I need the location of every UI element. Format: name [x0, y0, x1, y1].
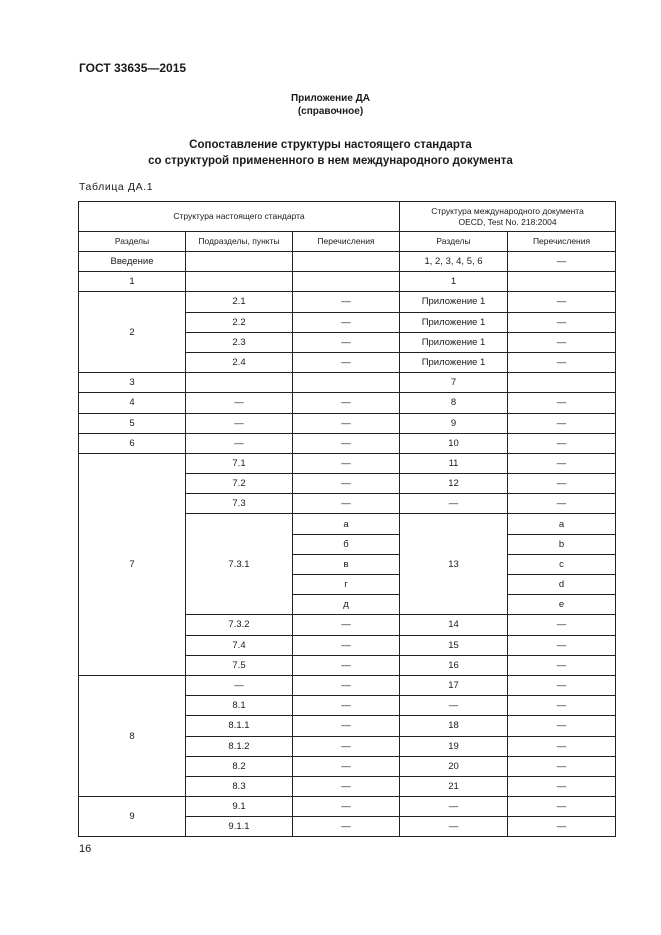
table-cell: —: [293, 776, 400, 796]
table-cell: —: [293, 615, 400, 635]
table-cell: —: [293, 453, 400, 473]
table-cell-section: 7: [79, 453, 186, 675]
table-cell: 19: [400, 736, 508, 756]
table-cell: e: [508, 595, 616, 615]
table-cell: 20: [400, 756, 508, 776]
table-cell: —: [508, 433, 616, 453]
group-header-international: [400, 202, 616, 232]
col-header-sections: Разделы: [79, 232, 186, 252]
table-cell: 7.5: [186, 655, 293, 675]
table-cell: —: [293, 393, 400, 413]
table-row: [79, 373, 616, 393]
group-header-international-line1: Структура международного документа: [431, 205, 584, 216]
table-cell: —: [293, 817, 400, 837]
header-row-columns: [79, 232, 616, 252]
table-cell: 10: [400, 433, 508, 453]
table-cell: —: [186, 433, 293, 453]
table-cell: 2.2: [186, 312, 293, 332]
table-cell: —: [400, 494, 508, 514]
table-cell: d: [508, 575, 616, 595]
table-cell: 7.3.2: [186, 615, 293, 635]
appendix-subtitle: (справочное): [297, 106, 364, 117]
title-line-1: Сопоставление структуры настоящего стандарта: [189, 139, 472, 151]
col-header-intl-sections: Разделы: [400, 232, 508, 252]
table-row: [79, 433, 616, 453]
page-number: 16: [79, 843, 92, 855]
table-cell: 17: [400, 675, 508, 695]
table-cell: —: [508, 756, 616, 776]
table-cell: [186, 272, 293, 292]
table-cell: [508, 272, 616, 292]
table-row: [79, 292, 616, 312]
table-cell: д: [293, 595, 400, 615]
table-cell: —: [508, 817, 616, 837]
table-cell: г: [293, 575, 400, 595]
table-cell: c: [508, 554, 616, 574]
table-cell: 14: [400, 615, 508, 635]
table-cell: —: [508, 615, 616, 635]
table-cell: Введение: [79, 252, 186, 272]
comparison-table: [78, 201, 616, 837]
table-cell: —: [186, 675, 293, 695]
table-cell: 3: [79, 373, 186, 393]
table-cell: 7: [400, 373, 508, 393]
table-row: [79, 272, 616, 292]
table-cell: —: [400, 696, 508, 716]
table-cell-intl-section: 13: [400, 514, 508, 615]
table-row: [79, 252, 616, 272]
table-cell: Приложение 1: [400, 332, 508, 352]
table-cell: 8.1.1: [186, 716, 293, 736]
table-cell: 7.2: [186, 474, 293, 494]
table-cell: 16: [400, 655, 508, 675]
col-header-enumerations: Перечисления: [293, 232, 400, 252]
table-cell: [293, 373, 400, 393]
table-cell: 8.3: [186, 776, 293, 796]
table-cell: —: [293, 797, 400, 817]
table-cell: —: [508, 696, 616, 716]
table-cell: —: [293, 433, 400, 453]
table-cell: —: [400, 797, 508, 817]
table-cell: —: [293, 332, 400, 352]
table-row: [79, 675, 616, 695]
table-cell: —: [508, 797, 616, 817]
table-cell: —: [293, 292, 400, 312]
table-cell: —: [186, 393, 293, 413]
table-cell: —: [508, 635, 616, 655]
table-cell: —: [400, 817, 508, 837]
table-cell: [186, 252, 293, 272]
table-cell: 11: [400, 453, 508, 473]
table-cell: —: [508, 292, 616, 312]
table-cell: —: [508, 736, 616, 756]
table-cell: —: [508, 474, 616, 494]
document-title: [0, 137, 661, 169]
table-cell: [186, 373, 293, 393]
table-cell: —: [293, 655, 400, 675]
table-cell: Приложение 1: [400, 292, 508, 312]
table-caption: Таблица ДА.1: [79, 181, 154, 193]
table-cell: 8.2: [186, 756, 293, 776]
table-cell: 7.3: [186, 494, 293, 514]
table-cell: —: [508, 332, 616, 352]
table-cell: —: [293, 736, 400, 756]
table-cell: —: [293, 696, 400, 716]
table-cell-section: 9: [79, 797, 186, 837]
table-cell: —: [293, 494, 400, 514]
table-cell: —: [293, 474, 400, 494]
appendix-title: Приложение ДА: [290, 93, 371, 104]
table-cell: —: [293, 716, 400, 736]
table-cell-section: 8: [79, 675, 186, 796]
table-cell: —: [508, 413, 616, 433]
col-header-intl-enumerations: Перечисления: [508, 232, 616, 252]
table-cell: b: [508, 534, 616, 554]
table-cell: 8: [400, 393, 508, 413]
table-cell: Приложение 1: [400, 312, 508, 332]
table-cell: а: [293, 514, 400, 534]
table-cell: [508, 373, 616, 393]
table-cell: 7.1: [186, 453, 293, 473]
table-cell: —: [293, 756, 400, 776]
table-row: [79, 797, 616, 817]
table-cell: 18: [400, 716, 508, 736]
table-cell: —: [508, 312, 616, 332]
table-row: [79, 393, 616, 413]
table-row: [79, 453, 616, 473]
group-header-international-line2: OECD, Test No. 218:2004: [458, 216, 557, 227]
table-cell: 21: [400, 776, 508, 796]
table-cell: 8.1: [186, 696, 293, 716]
table-cell: 4: [79, 393, 186, 413]
col-header-subsections: Подразделы, пункты: [186, 232, 293, 252]
table-cell: —: [293, 413, 400, 433]
header-row-group: [79, 202, 616, 232]
table-cell: 7.4: [186, 635, 293, 655]
title-line-2: со структурой примененного в нем международного документа: [148, 155, 513, 167]
table-cell: —: [293, 312, 400, 332]
document-id: ГОСТ 33635—2015: [79, 61, 187, 75]
table-cell: в: [293, 554, 400, 574]
table-cell: —: [508, 352, 616, 372]
table-cell: 9: [400, 413, 508, 433]
table-row: [79, 413, 616, 433]
table-cell: [293, 252, 400, 272]
appendix-heading: [0, 92, 661, 118]
table-cell: б: [293, 534, 400, 554]
table-cell: —: [186, 413, 293, 433]
table-cell: —: [508, 655, 616, 675]
table-cell: [293, 272, 400, 292]
table-cell-section: 2: [79, 292, 186, 373]
table-cell: 5: [79, 413, 186, 433]
table-cell: —: [508, 716, 616, 736]
table-cell: —: [293, 635, 400, 655]
table-cell: —: [508, 494, 616, 514]
table-cell: 6: [79, 433, 186, 453]
table-cell: a: [508, 514, 616, 534]
table-cell: 9.1.1: [186, 817, 293, 837]
table-cell: 2.1: [186, 292, 293, 312]
table-cell: 1, 2, 3, 4, 5, 6: [400, 252, 508, 272]
table-cell: —: [293, 675, 400, 695]
table-cell: —: [508, 776, 616, 796]
table-cell: 9.1: [186, 797, 293, 817]
table-cell: 1: [79, 272, 186, 292]
table-cell: Приложение 1: [400, 352, 508, 372]
table-cell: 1: [400, 272, 508, 292]
group-header-national: Структура настоящего стандарта: [79, 202, 400, 232]
table-cell: —: [293, 352, 400, 372]
table-cell: 2.4: [186, 352, 293, 372]
table-cell: —: [508, 252, 616, 272]
table-cell: 12: [400, 474, 508, 494]
table-cell: 8.1.2: [186, 736, 293, 756]
table-cell: 2.3: [186, 332, 293, 352]
table-cell: —: [508, 393, 616, 413]
table-cell: —: [508, 453, 616, 473]
table-cell-subsection: 7.3.1: [186, 514, 293, 615]
table-cell: 15: [400, 635, 508, 655]
table-cell: —: [508, 675, 616, 695]
